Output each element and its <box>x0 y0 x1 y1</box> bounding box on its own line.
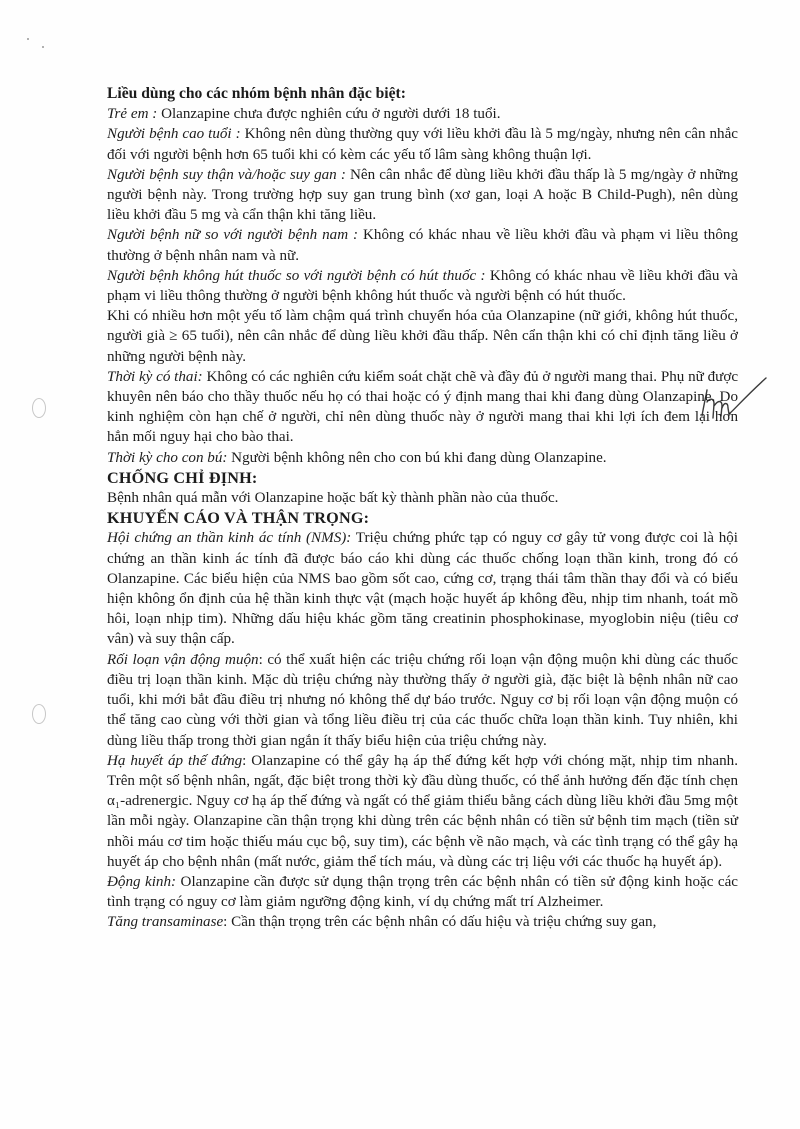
dosage-elderly <box>107 124 738 164</box>
item-text: : Cần thận trọng trên các bệnh nhân có dấu hiệu và triệu chứng suy gan, <box>223 914 657 931</box>
item-text: Không có khác nhau về liều khởi đầu và phạm vi liều thông thường ở bệnh nhân nam và nữ. <box>107 227 738 264</box>
item-label: Rối loạn vận động muộn <box>107 651 259 668</box>
scan-speck <box>27 38 29 40</box>
warning-seizures <box>107 872 738 912</box>
item-label: Tăng transaminase <box>107 914 224 931</box>
warning-nms <box>107 528 738 649</box>
item-label: Hạ huyết áp thế đứng <box>107 752 243 769</box>
warning-tardive-dyskinesia <box>107 650 738 751</box>
item-label: Người bệnh suy thận và/hoặc suy gan : <box>107 166 346 183</box>
warning-transaminase <box>107 912 738 932</box>
lactation-paragraph <box>107 448 738 468</box>
item-text: Không nên dùng thường quy với liều khởi đầu là 5 mg/ngày, nhưng nên cân nhắc đối với người bệnh hơn 65 tuổi khi có kèm các yếu tố lâm sàng không thuận lợi. <box>107 126 738 163</box>
item-text: Không có khác nhau về liều khởi đầu và phạm vi liều thông thường ở người bệnh không hút thuốc và người bệnh có hút thuốc. <box>107 267 738 305</box>
item-label: Trẻ em : <box>107 106 158 123</box>
warnings-heading: KHUYẾN CÁO VÀ THẬN TRỌNG: <box>107 509 370 528</box>
item-text: Olanzapine cần được sử dụng thận trọng trên các bệnh nhân có tiền sử động kinh hoặc các tình trạng có nguy cơ làm giảm ngưỡng động kinh, ví dụ chứng mất trí Alzheimer. <box>107 873 738 911</box>
item-label: Người bệnh nữ so với người bệnh nam : <box>107 227 359 244</box>
item-text: Triệu chứng phức tạp có nguy cơ gây tử vong được coi là hội chứng an thần kinh ác tính đã được báo cáo khi dùng các thuốc chống loạn thần kinh, trong đó có Olanzapine. Các biểu hiện của NMS bao gồm sốt cao, cứng cơ, trạng thái tâm thần thay đổi và có biểu hiện không ổn định của hệ thần kinh thực vật (mạch hoặc huyết áp không đều, nhịp tim nhanh, toát mồ hôi, loạn nhịp tim). Những dấu hiệu khác gồm tăng creatinin phosphokinase, myoglobin niệu (tiêu cơ vân) và suy thận cấp. <box>107 530 738 648</box>
item-label: Hội chứng an thần kinh ác tính (NMS): <box>107 530 352 547</box>
item-text: Không có các nghiên cứu kiểm soát chặt chẽ và đầy đủ ở người mang thai. Phụ nữ được khuyên nên báo cho thầy thuốc nếu họ có thai hoặc có ý định mang thai khi đang dùng Olanzapine. Do kinh nghiệm còn hạn chế ở người, chỉ nên dùng thuốc này ở người mang thai khi lợi ích đem lại hơn hẳn mối nguy hại cho bào thai. <box>107 368 739 446</box>
document-page <box>107 84 738 933</box>
item-text: Nên cân nhắc để dùng liều khởi đầu thấp là 5 mg/ngày ở những người bệnh này. Trong trường hợp suy gan trung bình (xơ gan, loại A hoặc B Child-Pugh), nên dùng liều khởi đầu 5 mg và cẩn thận khi tăng liều. <box>107 166 739 224</box>
dosage-special-groups-heading: Liều dùng cho các nhóm bệnh nhân đặc biệt: <box>107 85 406 102</box>
warning-orthostatic-hypotension <box>107 751 738 872</box>
item-text: : có thể xuất hiện các triệu chứng rối loạn vận động muộn khi dùng các thuốc điều trị loạn thần kinh. Mặc dù triệu chứng này thường thấy ở người già, đặc biệt là bệnh nhân nữ cao tuổi, khi mới bắt đầu điều trị nhưng nó không thể dự báo trước. Nguy cơ bị rối loạn vận động muộn có thể tăng cao cùng với thời gian và tổng liều điều trị của các thuốc chữa loạn thần kinh. Tuy nhiên, khi dùng liều thấp trong thời gian ngắn ít thấy biểu hiện của triệu chứng này. <box>107 651 738 749</box>
scan-speck <box>42 46 44 48</box>
item-label: Động kinh: <box>107 873 177 890</box>
contraindications-text: Bệnh nhân quá mẫn với Olanzapine hoặc bất kỳ thành phần nào của thuốc. <box>107 490 559 507</box>
item-text: : Olanzapine có thể gây hạ áp thế đứng kết hợp với chóng mặt, nhịp tim nhanh. Trên một số bệnh nhân, ngất, đặc biệt trong thời kỳ đầu dùng thuốc, có thể ảnh hưởng đến đặc tính chẹn α₁-adrenergic. Nguy cơ hạ áp thế đứng và ngất có thể giảm thiểu bằng cách dùng liều khởi đầu 5mg một lần mỗi ngày. Olanzapine cần thận trọng khi dùng trên các bệnh nhân có tiền sử bệnh tim mạch (tiền sử nhồi máu cơ tim hoặc thiếu máu cục bộ, suy tim), các bệnh về não mạch, và các tình trạng có thể gây hạ huyết áp cho bệnh nhân (mất nước, giảm thể tích máu, và dùng các trị liệu với các thuốc hạ huyết áp). <box>107 752 738 870</box>
item-label: Người bệnh không hút thuốc so với người bệnh có hút thuốc : <box>107 267 486 284</box>
dosage-multiple-factors: Khi có nhiều hơn một yếu tố làm chậm quá trình chuyển hóa của Olanzapine (nữ giới, không hút thuốc, người già ≥ 65 tuổi), nên cân nhắc để dùng liều khởi đầu thấp. Nên cẩn thận khi có chỉ định tăng liều ở những người bệnh này. <box>107 308 738 365</box>
dosage-gender <box>107 225 738 265</box>
contraindications-heading: CHỐNG CHỈ ĐỊNH: <box>107 468 258 487</box>
item-label: Thời kỳ có thai: <box>107 368 203 385</box>
pregnancy-paragraph <box>107 367 738 448</box>
dosage-smoking <box>107 266 738 306</box>
dosage-children <box>107 104 738 124</box>
item-text: Olanzapine chưa được nghiên cứu ở người dưới 18 tuổi. <box>157 106 501 123</box>
item-text: Người bệnh không nên cho con bú khi đang dùng Olanzapine. <box>227 449 607 466</box>
dosage-renal-hepatic <box>107 165 738 226</box>
item-label: Thời kỳ cho con bú: <box>107 449 228 466</box>
punch-hole <box>32 398 46 418</box>
item-label: Người bệnh cao tuổi : <box>107 126 241 143</box>
punch-hole <box>32 704 46 724</box>
